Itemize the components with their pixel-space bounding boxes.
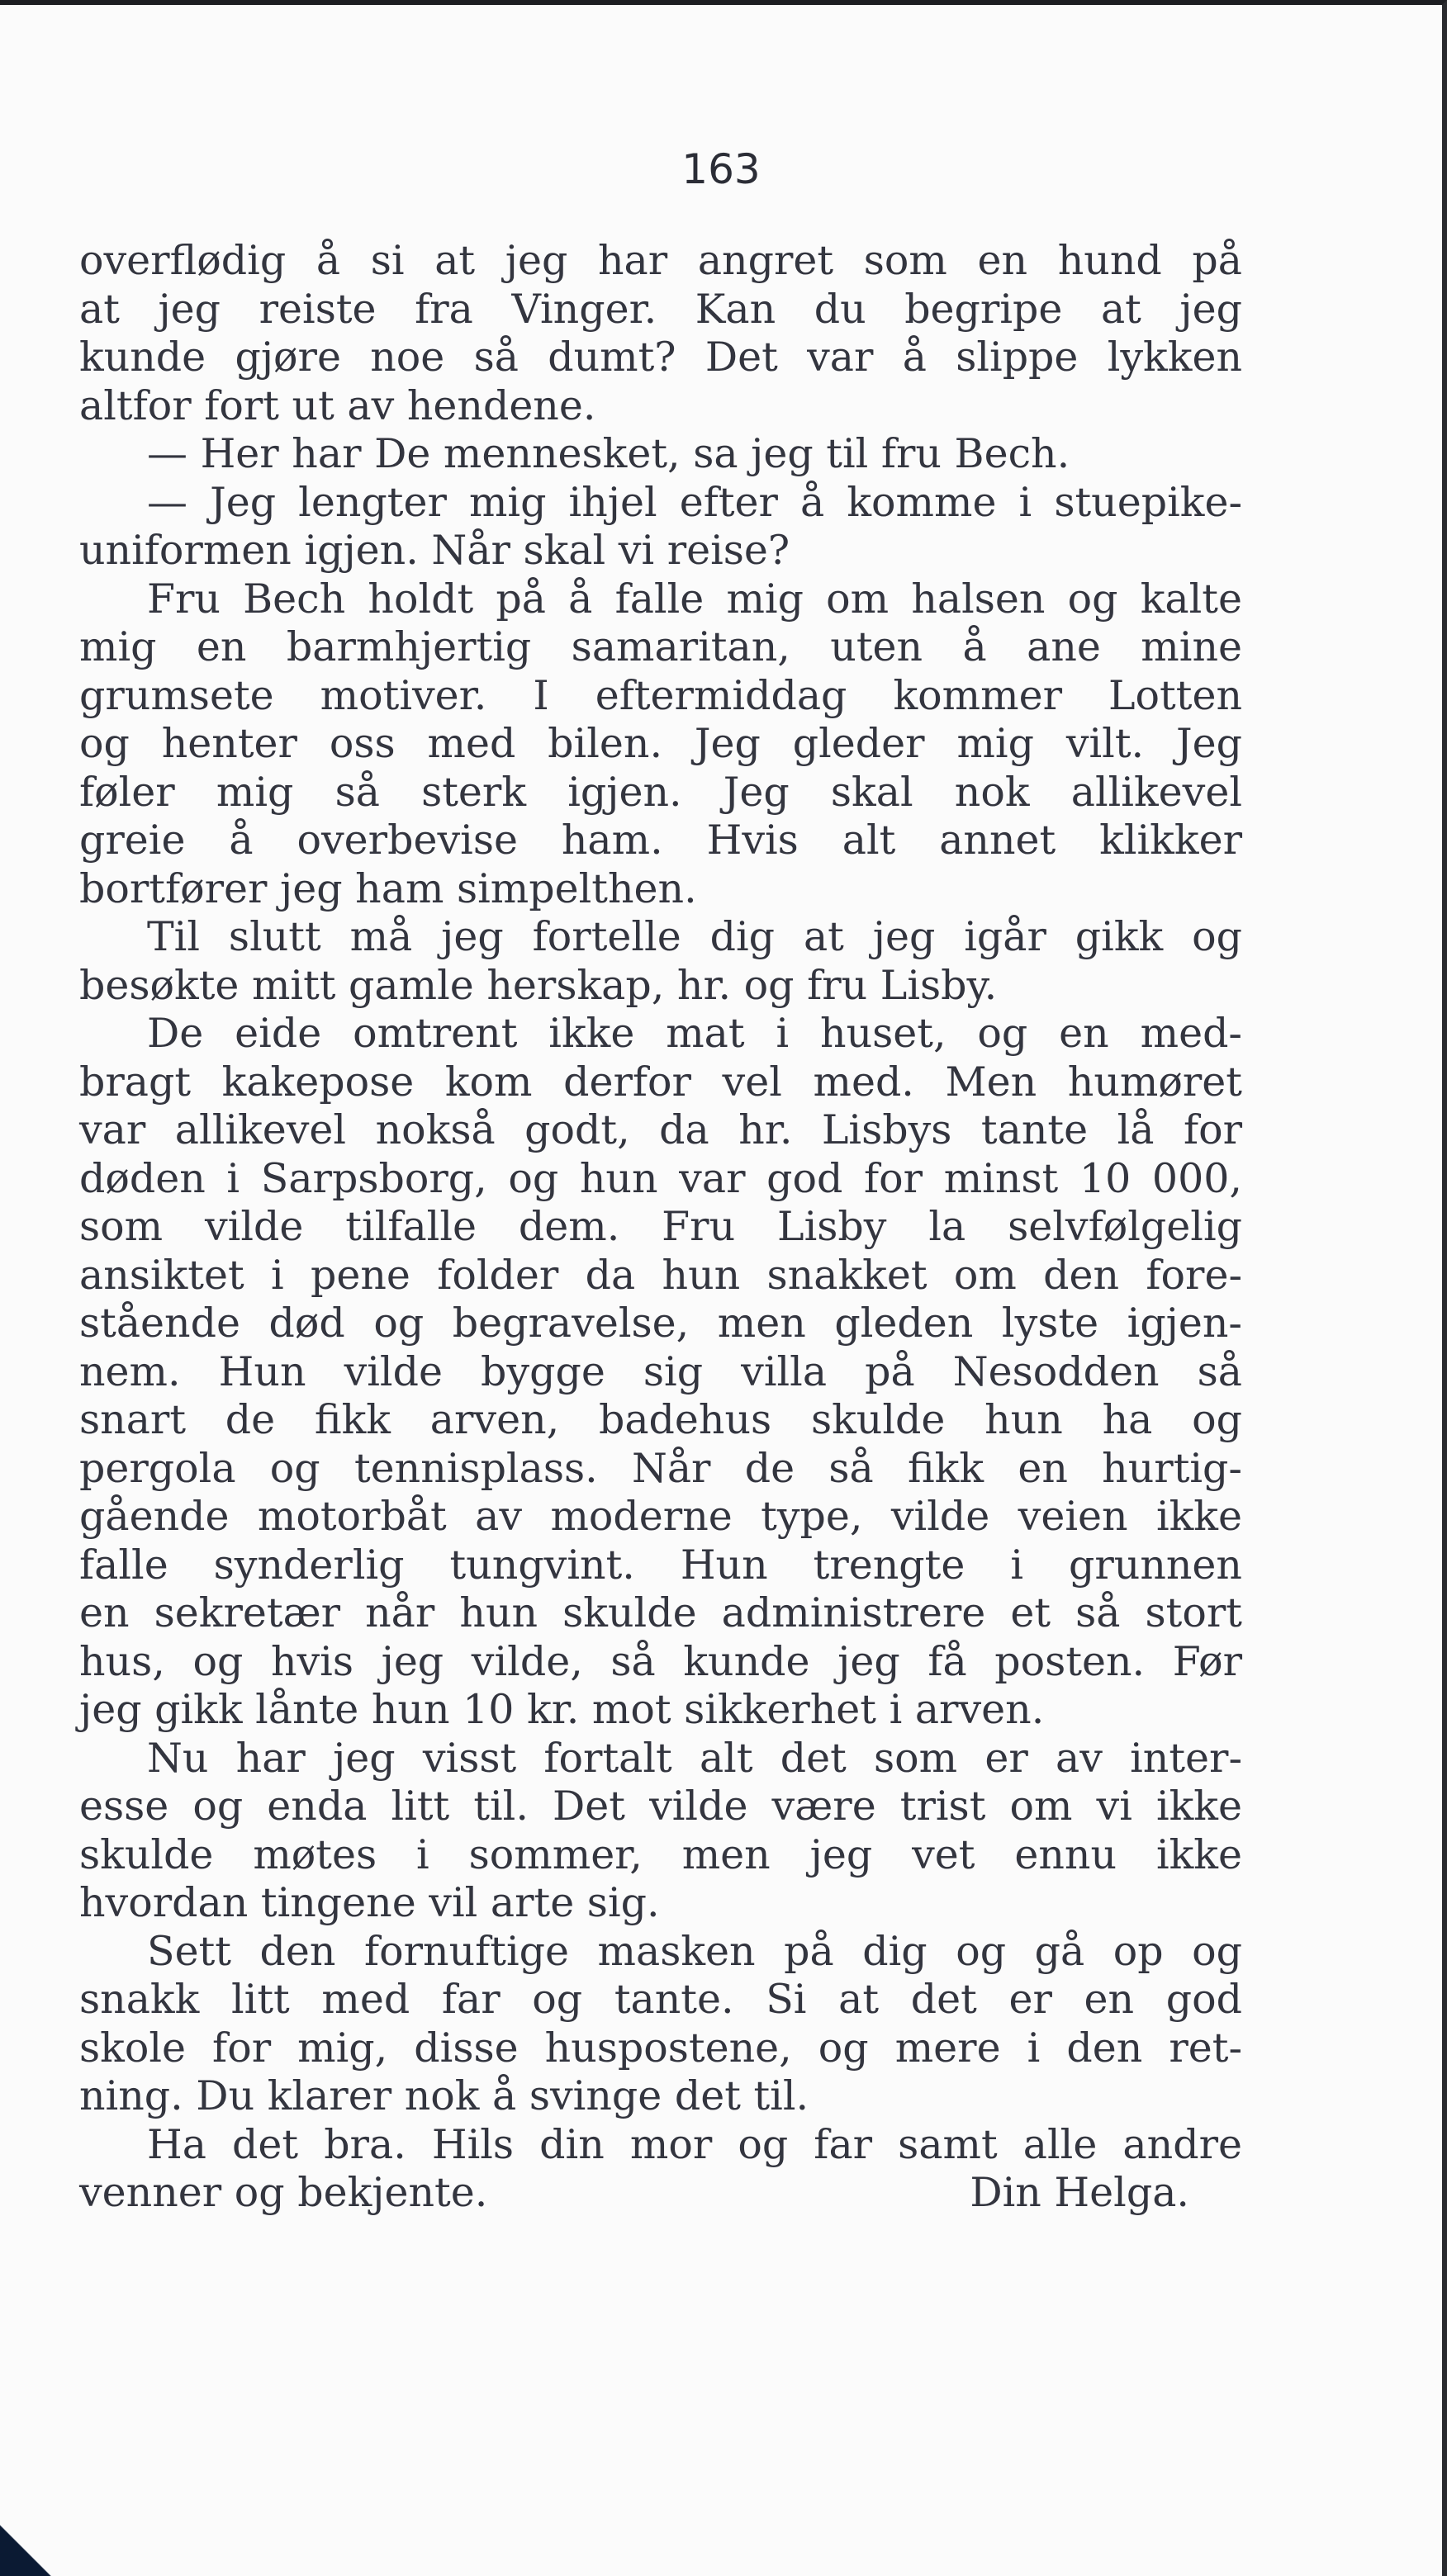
signature: Din Helga. xyxy=(970,2169,1189,2216)
text-line: stående død og begravelse, men gleden lyste igjen- xyxy=(79,1300,1242,1347)
closing-line xyxy=(79,2169,1242,2218)
text-line: falle synderlig tungvint. Hun trengte i grunnen xyxy=(79,1541,1242,1589)
text-line: Sett den fornuftige masken på dig og gå op og xyxy=(147,1927,1242,1975)
text-line: besøkte mitt gamle herskap, hr. og fru Lisby. xyxy=(79,961,998,1009)
text-line: kunde gjøre noe så dumt? Det var å slippe lykken xyxy=(79,334,1242,381)
text-line: bragt kakepose kom derfor vel med. Men humøret xyxy=(79,1058,1242,1106)
page-number: 163 xyxy=(681,145,761,193)
text-line: snart de fikk arven, badehus skulde hun ha og xyxy=(79,1396,1242,1443)
text-line: Nu har jeg visst fortalt alt det som er av inter- xyxy=(147,1734,1242,1782)
text-line: — Her har De mennesket, sa jeg til fru Bech. xyxy=(147,430,1070,477)
text-line: døden i Sarpsborg, og hun var god for minst 10 000, xyxy=(79,1154,1242,1202)
text-line: jeg gikk lånte hun 10 kr. mot sikkerhet i arven. xyxy=(79,1686,1045,1733)
text-line: hus, og hvis jeg vilde, så kunde jeg få posten. Før xyxy=(79,1637,1242,1685)
text-line: De eide omtrent ikke mat i huset, og en med- xyxy=(147,1010,1242,1057)
text-line: nem. Hun vilde bygge sig villa på Nesodden så xyxy=(79,1347,1242,1395)
text-line: — Jeg lengter mig ihjel efter å komme i stuepike- xyxy=(147,478,1242,526)
text-line: Fru Bech holdt på å falle mig om halsen og kalte xyxy=(147,575,1242,623)
text-line: Til slutt må jeg fortelle dig at jeg igår gikk og xyxy=(147,913,1242,960)
text-line: at jeg reiste fra Vinger. Kan du begripe at jeg xyxy=(79,285,1242,333)
text-line: var allikevel nokså godt, da hr. Lisbys tante lå for xyxy=(79,1106,1242,1153)
binding-shadow xyxy=(0,2510,66,2576)
text-line: greie å overbevise ham. Hvis alt annet klikker xyxy=(79,817,1242,864)
text-line: uniformen igjen. Når skal vi reise? xyxy=(79,527,790,574)
text-line: mig en barmhjertig samaritan, uten å ane mine xyxy=(79,623,1242,670)
text-line: Ha det bra. Hils din mor og far samt alle andre xyxy=(147,2120,1242,2168)
text-line: en sekretær når hun skulde administrere et så stort xyxy=(79,1589,1242,1636)
text-line: grumsete motiver. I eftermiddag kommer Lotten xyxy=(79,671,1242,719)
text-line: ansiktet i pene folder da hun snakket om den fore- xyxy=(79,1251,1242,1299)
closing-text: venner og bekjente. xyxy=(79,2169,488,2216)
text-line: føler mig så sterk igjen. Jeg skal nok allikevel xyxy=(79,768,1242,816)
text-line: snakk litt med far og tante. Si at det er en god xyxy=(79,1976,1242,2023)
text-line: som vilde tilfalle dem. Fru Lisby la selvfølgelig xyxy=(79,1203,1242,1250)
text-line: hvordan tingene vil arte sig. xyxy=(79,1879,660,1926)
text-line: esse og enda litt til. Det vilde være trist om vi ikke xyxy=(79,1783,1242,1830)
text-line: gående motorbåt av moderne type, vilde veien ikke xyxy=(79,1493,1242,1540)
body-text xyxy=(79,237,1242,2218)
text-line: overflødig å si at jeg har angret som en hund på xyxy=(79,237,1242,284)
text-line: ning. Du klarer nok å svinge det til. xyxy=(79,2072,809,2119)
text-line: bortfører jeg ham simpelthen. xyxy=(79,864,697,912)
text-line: og henter oss med bilen. Jeg gleder mig vilt. Jeg xyxy=(79,720,1242,767)
text-line: pergola og tennisplass. Når de så fikk en hurtig- xyxy=(79,1444,1242,1492)
text-line: skole for mig, disse huspostene, og mere i den ret- xyxy=(79,2024,1242,2072)
text-line: altfor fort ut av hendene. xyxy=(79,381,596,429)
text-line: skulde møtes i sommer, men jeg vet ennu ikke xyxy=(79,1830,1242,1878)
